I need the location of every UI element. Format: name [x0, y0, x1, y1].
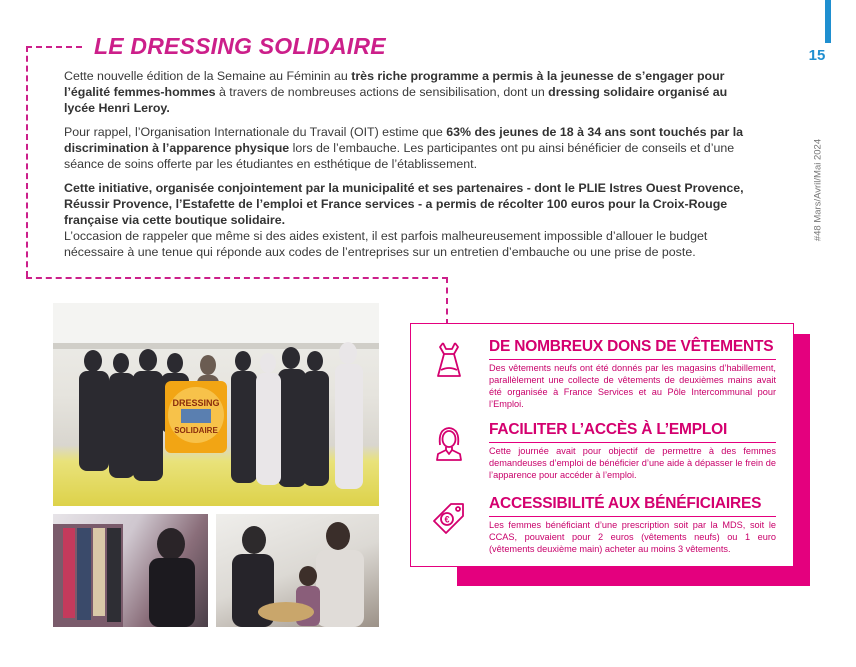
body-text-run: à travers de nombreuses actions de sensibilisation, dont un: [215, 85, 549, 99]
info-divider: [489, 359, 776, 360]
paragraph-3: [64, 180, 761, 260]
info-divider: [489, 442, 776, 443]
emphasis-text: 63% des jeunes de 18 à 34 ans sont touchés par la discrimination à l’apparence physique: [64, 125, 744, 155]
woman-icon: [429, 423, 469, 463]
emphasis-text: très riche programme a permis à la jeunesse de s’engager pour l’égalité femmes-hommes: [64, 69, 725, 99]
sign-text-2: SOLIDAIRE: [174, 426, 218, 435]
emphasis-text: dressing solidaire organisé au lycée Henri Leroy.: [64, 85, 728, 115]
paragraph-1: [64, 68, 761, 116]
group-photo-art: [53, 303, 379, 506]
body-text-run: lors de l’embauche. Les participantes ont pu ainsi bénéficier de conseils et d’une séance de soins offerte par les étudiantes en esthétique de l’établissement.: [64, 141, 735, 171]
info-heading-donations: DE NOMBREUX DONS DE VÊTEMENTS: [489, 338, 774, 355]
group-photo: [53, 303, 379, 506]
dashed-frame-top: [26, 46, 82, 48]
beauty-table-photo: [216, 514, 379, 627]
svg-text:€: €: [444, 514, 450, 525]
euro-tag-icon: [429, 497, 469, 537]
article-body: [64, 68, 761, 268]
info-box: [410, 323, 794, 567]
emphasis-text: Cette initiative, organisée conjointement par la municipalité et ses partenaires - dont le PLIE Istres Ouest Provence, Réussir Provence, l’Estafette de l’emploi et France services - a permis de récolter 100 euros pour la Croix-Rouge française via cette boutique solidaire.: [64, 181, 744, 227]
article-title: LE DRESSING SOLIDAIRE: [94, 33, 386, 59]
page-tab-bar: [825, 0, 831, 43]
dashed-frame-left: [26, 46, 28, 277]
issue-label: #48 Mars/Avril/Mai 2024: [812, 138, 824, 242]
page-number: 15: [808, 47, 826, 64]
info-heading-employment: FACILITER L’ACCÈS À L’EMPLOI: [489, 421, 728, 438]
body-text-run: L’occasion de rappeler que même si des aides existent, il est parfois malheureusement impossible d’allouer le budget nécessaire à une tenue qui réponde aux codes de l’entreprises sur un entretien d’embauche ou une prise de poste.: [64, 229, 708, 259]
sign-text-1: DRESSING: [172, 398, 220, 408]
dress-icon: [429, 340, 469, 380]
dashed-frame-connector: [446, 277, 448, 325]
info-divider: [489, 516, 776, 517]
info-text-employment: Cette journée avait pour objectif de permettre à des femmes demandeuses d’emploi de bénéficier d’une aide à dépasser le frein de l’apparence pour accéder à l’emploi.: [489, 446, 776, 480]
clothing-rack-art: [53, 514, 208, 627]
dashed-frame-bottom: [26, 277, 448, 279]
paragraph-2: [64, 124, 761, 172]
info-text-accessibility: Les femmes bénéficiant d’une prescription soit par la MDS, soit le CCAS, pouvaient pour 2 euros (vêtements neufs) ou 1 euro (vêtements deuxième main) acheter au moins 3 vêtements.: [489, 520, 776, 554]
body-text-run: Cette nouvelle édition de la Semaine au Féminin au: [64, 69, 352, 83]
clothing-rack-photo: [53, 514, 208, 627]
beauty-table-art: [216, 514, 379, 627]
body-text-run: Pour rappel, l’Organisation Internationale du Travail (OIT) estime que: [64, 125, 447, 139]
info-text-donations: Des vêtements neufs ont été donnés par les magasins d’habillement, parallèlement une collecte de vêtements de deuxièmes mains avait été organisée à France Services et au Pôle Intercommunal pour l’Emploi.: [489, 363, 776, 409]
info-heading-accessibility: ACCESSIBILITÉ AUX BÉNÉFICIAIRES: [489, 495, 762, 512]
